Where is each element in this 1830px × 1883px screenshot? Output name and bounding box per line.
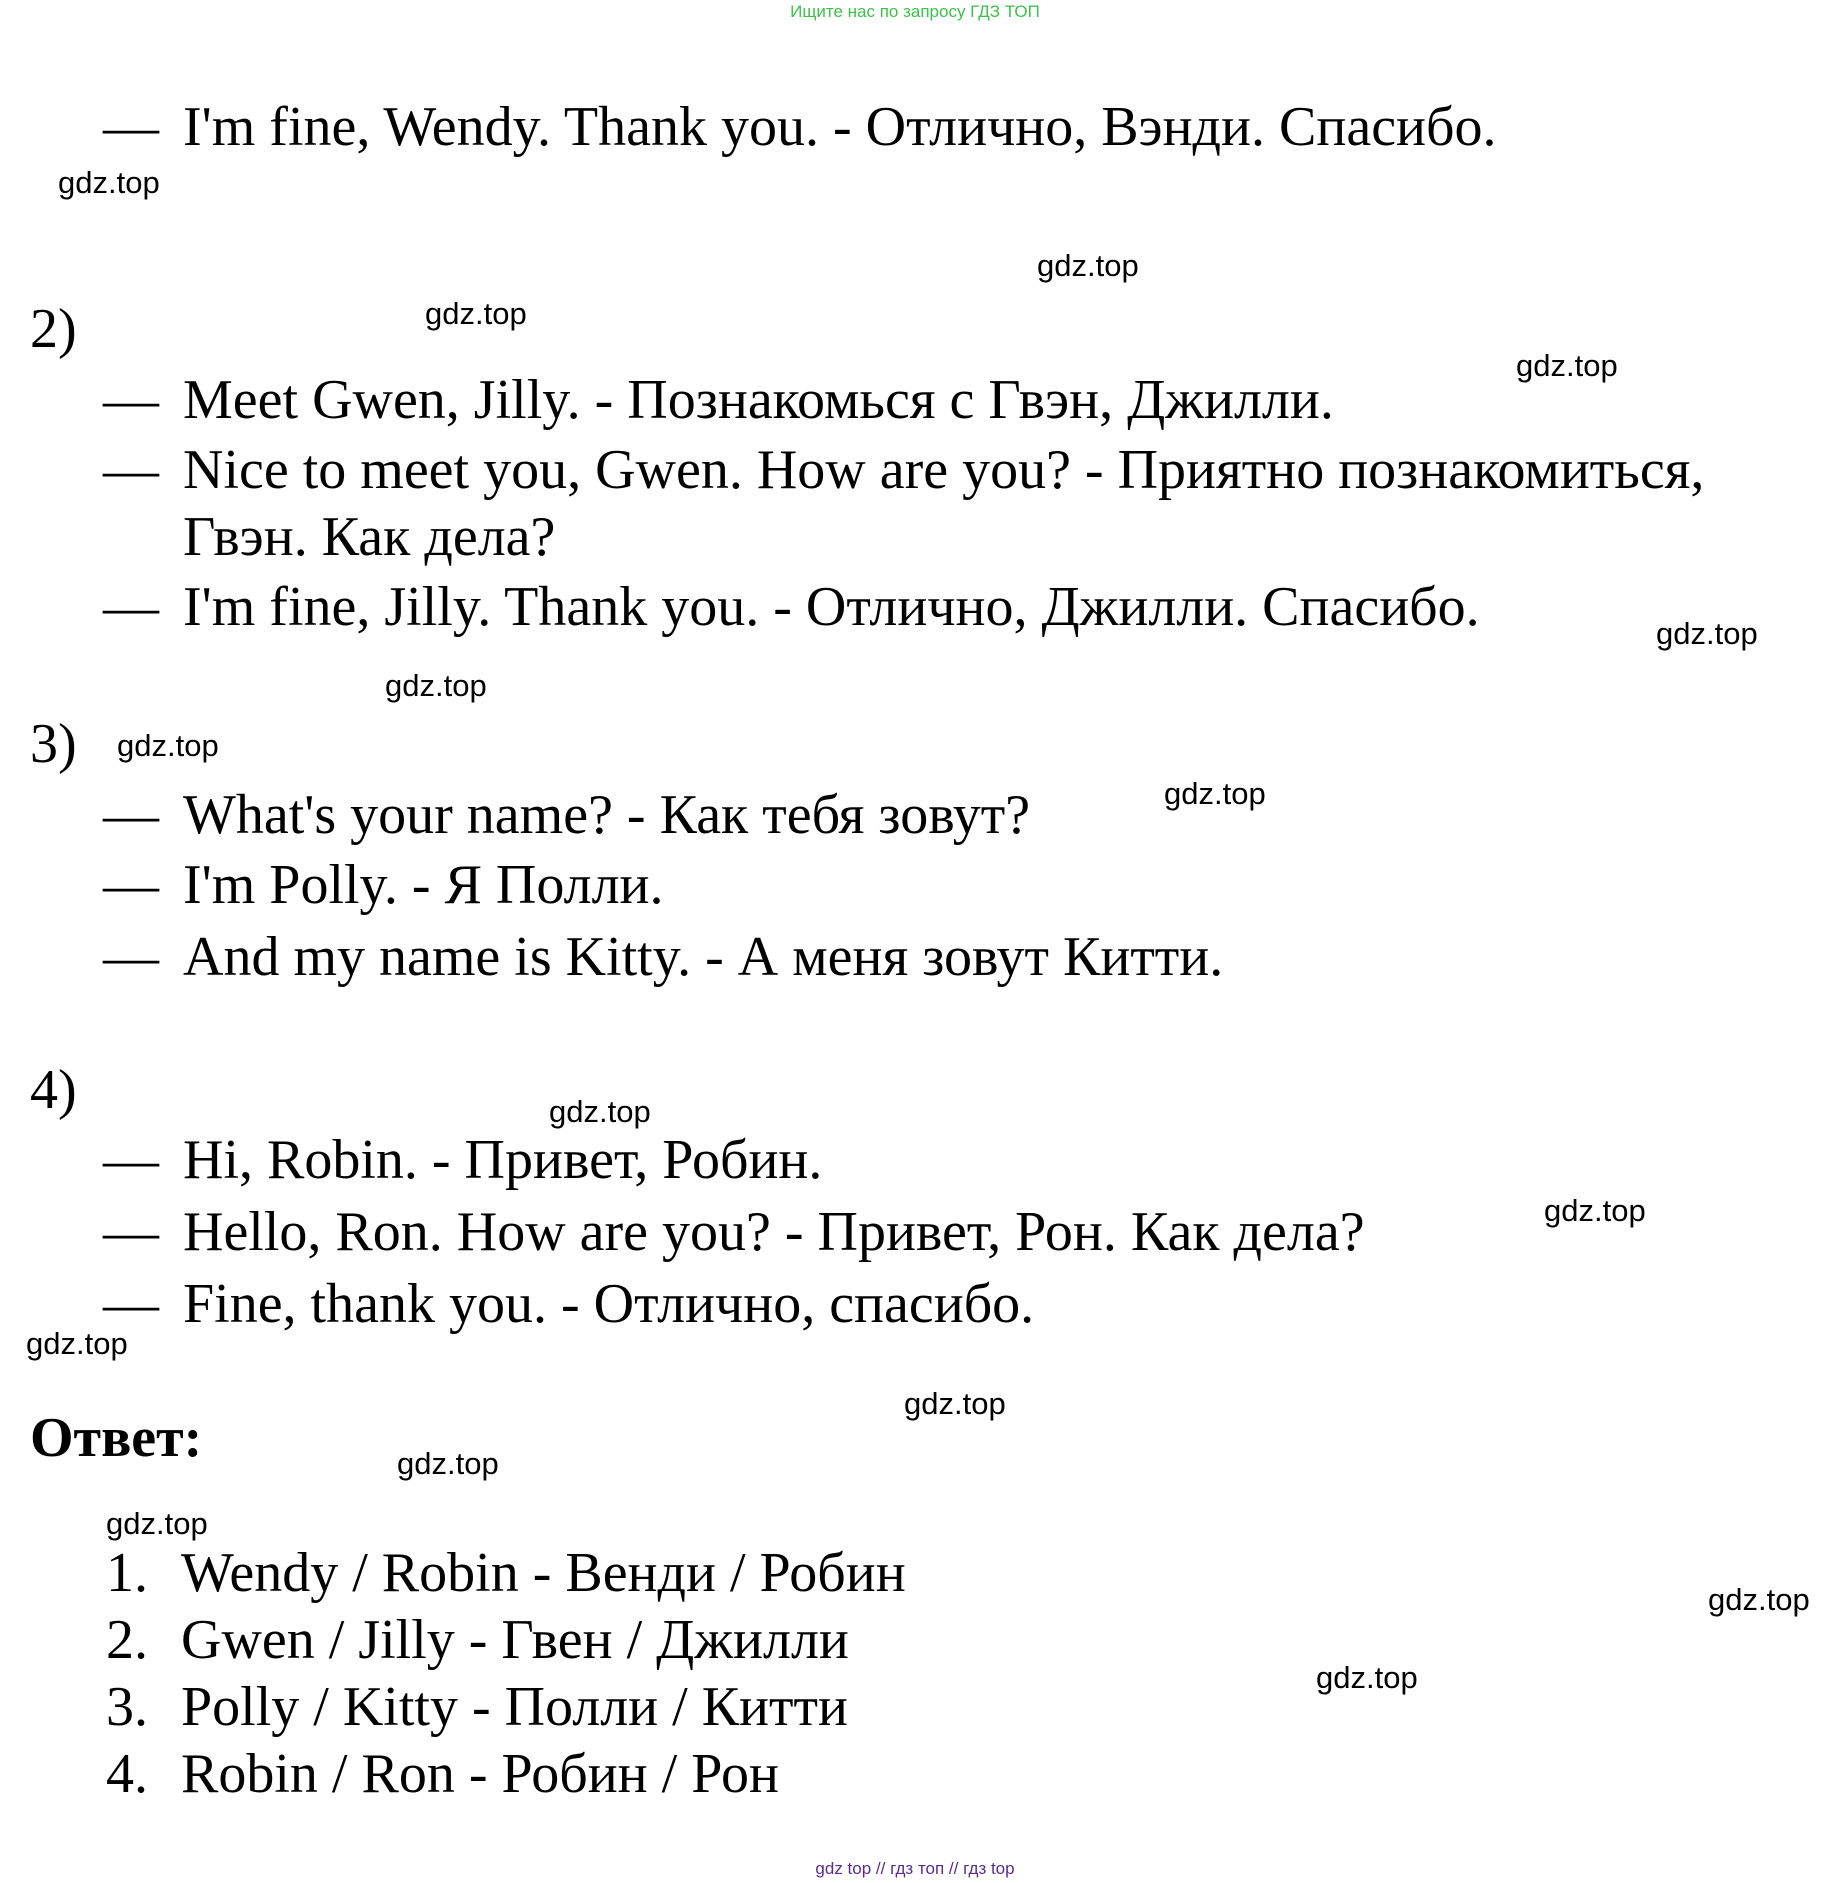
answer-heading: Ответ: [30,1407,203,1469]
dialogue-2-line-3: — I'm fine, Jilly. Thank you. - Отлично, Джилли. Спасибо. [103,576,1480,638]
answer-item: 1. Wendy / Robin - Венди / Робин [106,1542,906,1604]
dialogue-2-line-2: — Nice to meet you, Gwen. How are you? - Приятно познакомиться, [103,439,1705,501]
watermark: gdz.top [106,1506,208,1541]
dash: — [103,1201,159,1263]
dialogue-4-line-2: — Hello, Ron. How are you? - Привет, Рон. Как дела? [103,1201,1365,1263]
watermark: gdz.top [549,1094,651,1129]
watermark: gdz.top [1708,1582,1810,1617]
dash: — [103,369,159,431]
dialogue-2-line-1: — Meet Gwen, Jilly. - Познакомься с Гвэн, Джилли. [103,369,1334,431]
dialogue-3-number: 3) [30,713,77,775]
dash: — [103,96,159,158]
watermark: gdz.top [58,165,160,200]
dash: — [103,854,159,916]
dash: — [103,784,159,846]
answer-item: 3. Polly / Kitty - Полли / Китти [106,1676,848,1738]
top-banner: Ищите нас по запросу ГДЗ ТОП [790,2,1040,21]
watermark: gdz.top [1544,1193,1646,1228]
dialogue-1-line-3: — I'm fine, Wendy. Thank you. - Отлично, Вэнди. Спасибо. [103,96,1497,158]
dialogue-4-line-3: — Fine, thank you. - Отлично, спасибо. [103,1273,1035,1335]
dialogue-2-line-2-cont: Гвэн. Как дела? [183,506,556,568]
watermark: gdz.top [904,1386,1006,1421]
dialogue-4-line-1: — Hi, Robin. - Привет, Робин. [103,1129,823,1191]
watermark: gdz.top [117,728,219,763]
watermark: gdz.top [26,1326,128,1361]
watermark: gdz.top [1656,616,1758,651]
dash: — [103,1273,159,1335]
dash: — [103,576,159,638]
dash: — [103,926,159,988]
dialogue-2-number: 2) [30,298,77,360]
dialogue-3-line-1: — What's your name? - Как тебя зовут? [103,784,1031,846]
watermark: gdz.top [1516,348,1618,383]
answer-item: 2. Gwen / Jilly - Гвен / Джилли [106,1609,849,1671]
watermark: gdz.top [1164,776,1266,811]
watermark: gdz.top [1316,1660,1418,1695]
dialogue-3-line-3: — And my name is Kitty. - А меня зовут Китти. [103,926,1224,988]
dialogue-3-line-2: — I'm Polly. - Я Полли. [103,854,664,916]
footer: gdz top // гдз топ // гдз top [815,1859,1015,1878]
dash: — [103,1129,159,1191]
watermark: gdz.top [425,296,527,331]
answer-item: 4. Robin / Ron - Робин / Рон [106,1743,779,1805]
dialogue-4-number: 4) [30,1059,77,1121]
watermark: gdz.top [1037,248,1139,283]
dash: — [103,439,159,501]
watermark: gdz.top [385,668,487,703]
watermark: gdz.top [397,1446,499,1481]
